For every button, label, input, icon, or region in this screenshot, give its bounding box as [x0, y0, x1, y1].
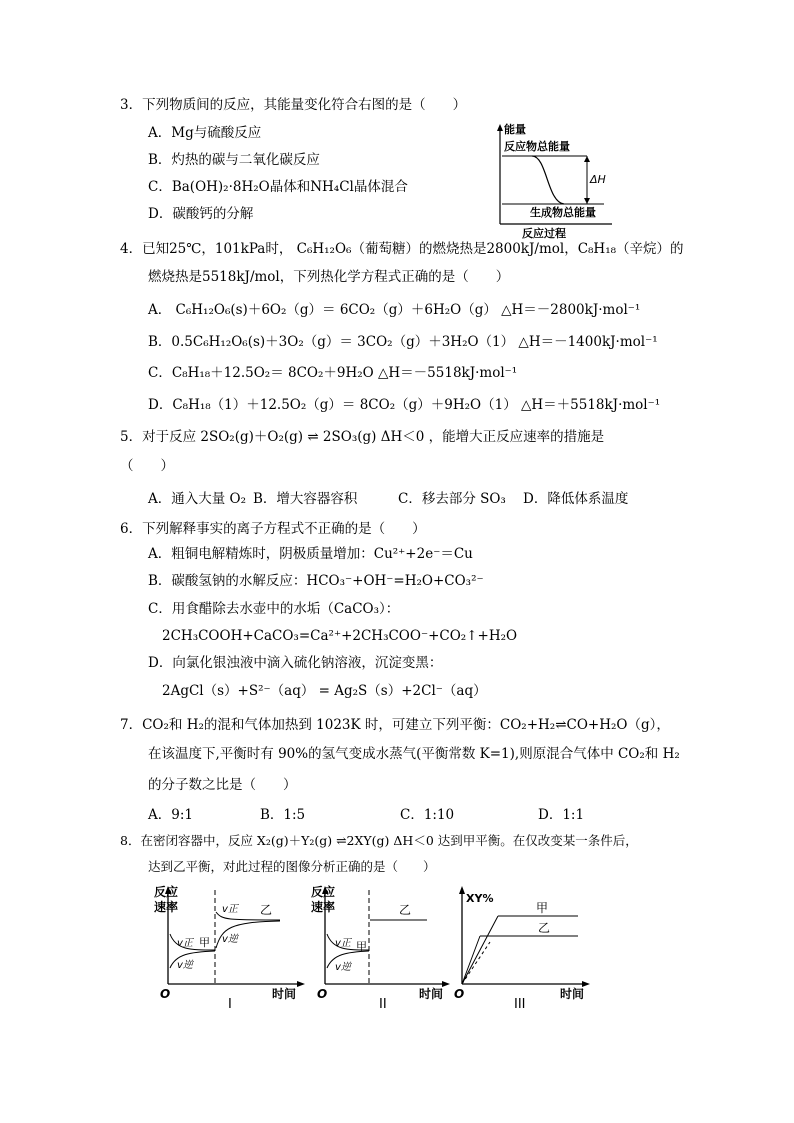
- q8-g1-v-reverse-2: v逆: [222, 934, 238, 945]
- q8-graph-3: [450, 884, 600, 1010]
- q4-option-c: C．C₈H₁₈＋12.5O₂＝ 8CO₂＋9H₂O △H＝－5518kJ·mol⁻¹: [148, 365, 518, 381]
- q3-delta-label: ΔH: [590, 173, 606, 186]
- q3-option-d: D．碳酸钙的分解: [148, 206, 254, 222]
- q4-option-b: B．0.5C₆H₁₂O₆(s)＋3O₂（g）＝ 3CO₂（g）＋3H₂O（1） △H＝－1400kJ·mol⁻¹: [148, 334, 658, 350]
- q8-g1-origin: O: [160, 987, 171, 1001]
- q8-g3-origin: O: [454, 987, 465, 1001]
- q8-g1-x-label: 时间: [272, 987, 297, 1001]
- q3-option-c: C．Ba(OH)₂·8H₂O晶体和NH₄Cl晶体混合: [148, 179, 408, 195]
- q8-g3-x-label: 时间: [560, 987, 585, 1001]
- q5-option-c: C．移去部分 SO₃: [398, 491, 506, 507]
- q6-option-c: C．用食醋除去水壶中的水垢（CaCO₃）：: [148, 601, 400, 617]
- q3-top-label: 反应物总能量: [504, 140, 570, 153]
- q3-x-label: 反应过程: [522, 227, 566, 240]
- q3-bottom-label: 生成物总能量: [530, 206, 596, 219]
- q6-stem: 6．下列解释事实的离子方程式不正确的是（ ）: [120, 521, 426, 537]
- q8-g3-state2: 乙: [538, 921, 551, 935]
- q8-g2-v-forward: v正: [335, 938, 351, 949]
- q8-g2-origin: O: [317, 987, 328, 1001]
- q3-energy-diagram: [492, 120, 617, 240]
- q8-g2-state1: 甲: [356, 940, 367, 953]
- q6-option-c-equation: 2CH₃COOH+CaCO₃=Ca²⁺+2CH₃COO⁻+CO₂↑+H₂O: [162, 628, 518, 644]
- q8-stem-line2: 达到乙平衡，对此过程的图像分析正确的是（ ）: [148, 859, 436, 874]
- q8-g1-y-label-1: 反应: [154, 885, 179, 899]
- q7-stem-line3: 的分子数之比是（ ）: [148, 777, 297, 793]
- q8-g2-x-label: 时间: [419, 987, 444, 1001]
- q8-g2-numeral: II: [379, 997, 387, 1012]
- q3-y-label: 能量: [504, 123, 526, 136]
- q7-option-c: C．1:10: [400, 807, 455, 823]
- q8-g1-state1: 甲: [199, 936, 210, 949]
- q6-option-d-equation: 2AgCl（s）+S²⁻（aq） = Ag₂S（s）+2Cl⁻（aq）: [162, 683, 487, 699]
- q3-stem: 3．下列物质间的反应，其能量变化符合右图的是（ ）: [120, 97, 467, 113]
- q7-option-a: A．9:1: [148, 807, 193, 823]
- q4-stem-line2: 燃烧热是5518kJ/mol，下列热化学方程式正确的是（ ）: [148, 269, 510, 285]
- q7-option-d: D．1:1: [538, 807, 585, 823]
- q3-option-a: A．Mg与硫酸反应: [148, 125, 262, 141]
- q8-stem-line1: 8．在密闭容器中，反应 X₂(g)＋Y₂(g) ⇌2XY(g) ΔH＜0 达到甲平衡。在仅改变某一条件后，: [120, 833, 638, 848]
- q8-g1-numeral: I: [228, 997, 232, 1012]
- q5-stem-line1: 5．对于反应 2SO₂(g)＋O₂(g) ⇌ 2SO₃(g) ΔH＜0 ，能增大正反应速率的措施是: [120, 429, 605, 445]
- q3-option-b: B．灼热的碳与二氧化碳反应: [148, 152, 320, 168]
- q8-g1-v-reverse: v逆: [177, 960, 193, 971]
- q8-g3-y-label: XY%: [466, 892, 494, 905]
- q8-graph-2: [307, 884, 457, 1010]
- q4-option-d: D．C₈H₁₈（1）＋12.5O₂（g）＝ 8CO₂（g）＋9H₂O（1） △H＝＋5518kJ·mol⁻¹: [148, 397, 661, 413]
- q7-stem-line2: 在该温度下,平衡时有 90%的氢气变成水蒸气(平衡常数 K=1),则原混合气体中 CO₂和 H₂: [148, 746, 680, 762]
- q8-g2-state2: 乙: [399, 903, 412, 917]
- q5-stem-line2: （ ）: [120, 458, 174, 474]
- q4-option-a: A． C₆H₁₂O₆(s)＋6O₂（g）＝ 6CO₂（g）＋6H₂O（g） △H＝－2800kJ·mol⁻¹: [148, 302, 641, 318]
- q7-options: [148, 806, 708, 824]
- q5-option-a: A．通入大量 O₂: [148, 491, 247, 507]
- q5-options: [148, 490, 708, 508]
- q5-option-d: D．降低体系温度: [523, 491, 629, 507]
- q8-g1-y-label-2: 速率: [154, 900, 179, 914]
- q8-graph-1: [150, 884, 310, 1010]
- q8-g2-y-label-2: 速率: [311, 900, 336, 914]
- q8-g2-y-label-1: 反应: [311, 885, 336, 899]
- q8-g2-v-reverse: v逆: [335, 962, 351, 973]
- q8-g3-state1: 甲: [536, 901, 549, 915]
- q8-g3-numeral: III: [514, 997, 526, 1012]
- q8-g1-v-forward-2: v正: [222, 904, 238, 915]
- q6-option-b: B．碳酸氢钠的水解反应：HCO₃⁻+OH⁻=H₂O+CO₃²⁻: [148, 573, 484, 589]
- q7-stem-line1: 7．CO₂和 H₂的混和气体加热到 1023K 时，可建立下列平衡：CO₂+H₂⇌CO+H₂O（g），: [120, 717, 670, 733]
- q6-option-a: A．粗铜电解精炼时，阴极质量增加：Cu²⁺+2e⁻＝Cu: [148, 546, 473, 562]
- q7-option-b: B．1:5: [260, 807, 306, 823]
- q8-g1-state2: 乙: [260, 903, 273, 917]
- q5-option-b: B．增大容器容积: [253, 491, 358, 507]
- q8-g1-v-forward: v正: [177, 938, 193, 949]
- q4-stem-line1: 4．已知25℃，101kPa时， C₆H₁₂O₆（葡萄糖）的燃烧热是2800kJ/mol，C₈H₁₈（辛烷）的: [120, 241, 684, 257]
- q6-option-d: D．向氯化银浊液中滴入硫化钠溶液，沉淀变黑：: [148, 655, 443, 671]
